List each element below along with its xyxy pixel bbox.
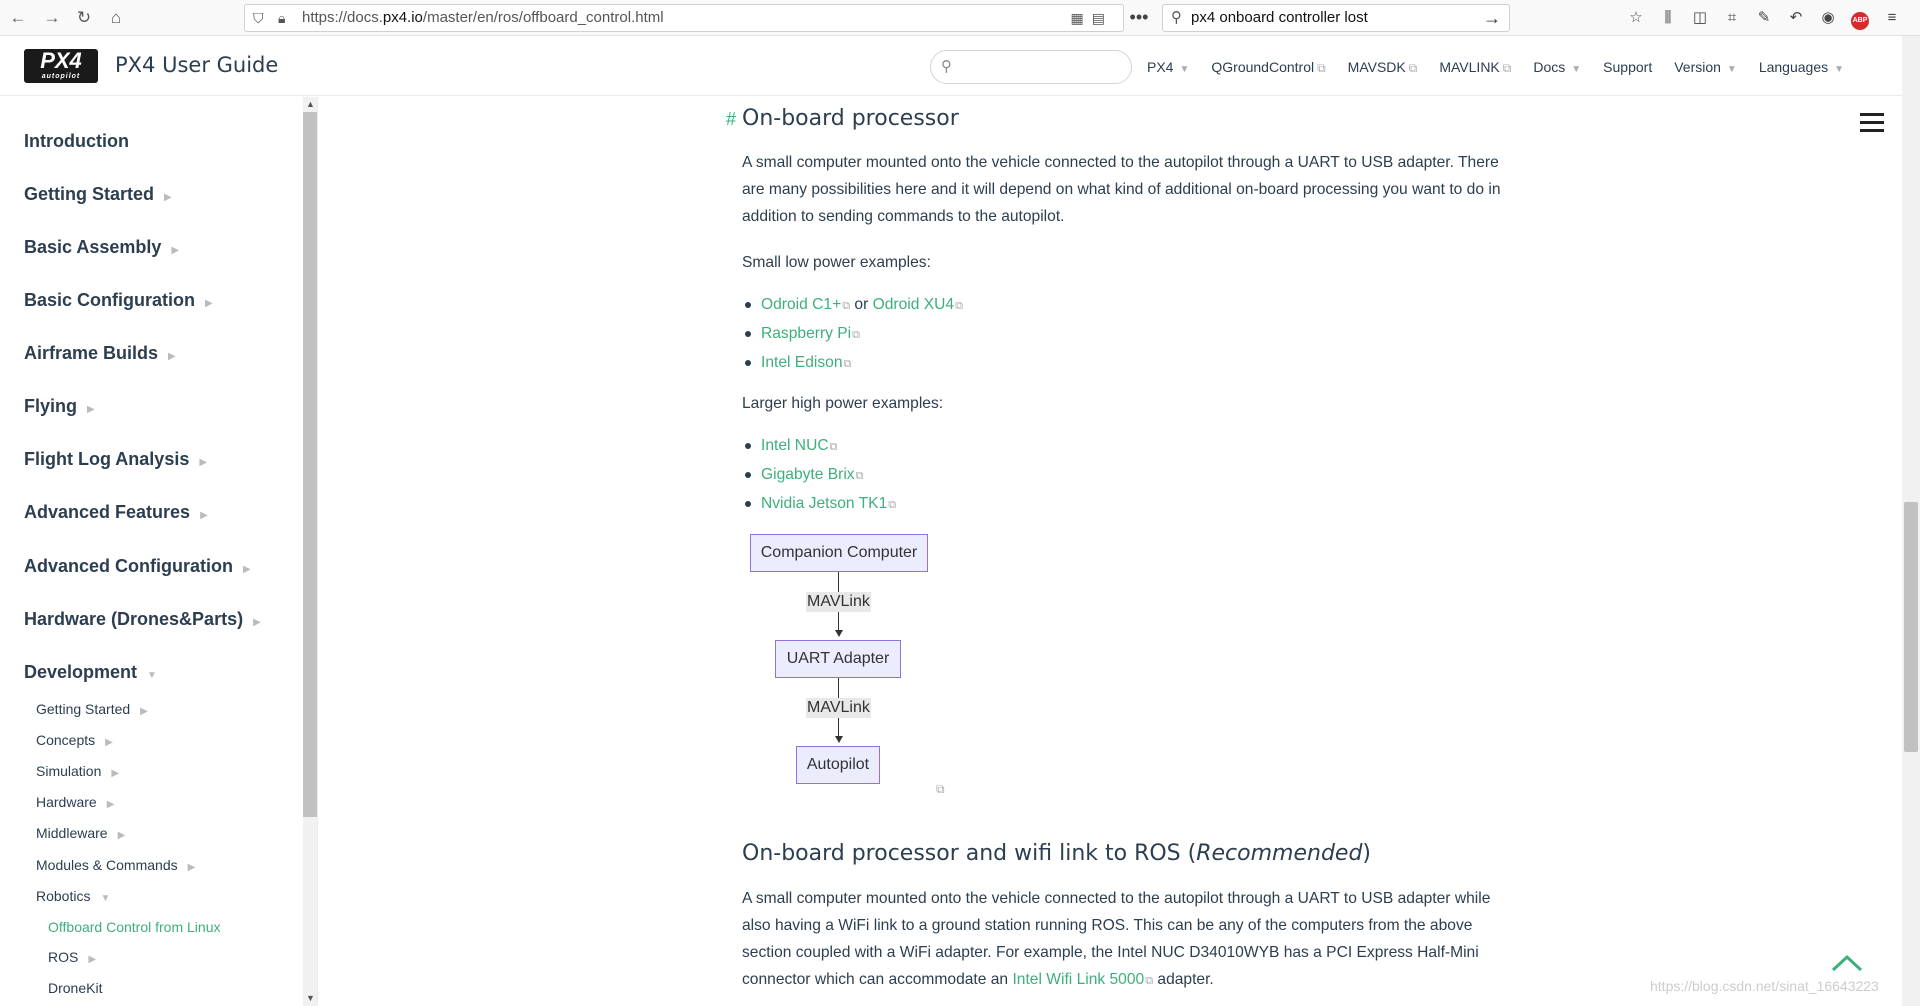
expand-arrow-icon: ▶ [111, 768, 120, 779]
search-go-arrow-icon[interactable]: → [1483, 8, 1501, 28]
link-raspberry-pi[interactable]: Raspberry Pi [761, 325, 852, 342]
expand-arrow-icon: ▶ [199, 457, 208, 468]
sidebar-subitem-middleware[interactable]: Middleware ▶ [36, 825, 126, 841]
list-item [742, 461, 896, 490]
search-icon: ⚲ [1171, 9, 1182, 26]
expand-arrow-icon: ▶ [168, 351, 176, 362]
sidebar-item-flying[interactable]: Flying ▶ [24, 396, 95, 416]
sidebar-item-advanced-configuration[interactable]: Advanced Configuration ▶ [24, 556, 251, 576]
link-intel-edison[interactable]: Intel Edison [761, 354, 843, 371]
url-text[interactable]: https://docs.px4.io/master/en/ros/offboard_control.html [302, 9, 664, 26]
sidebar-scrollbar-thumb[interactable] [303, 112, 318, 817]
section-heading-onboard-processor: On-board processor [742, 106, 959, 131]
page-actions-button[interactable]: ••• [1129, 7, 1149, 27]
sidebar-toggle-icon[interactable]: ◫ [1692, 9, 1708, 26]
nav-docs[interactable]: Docs ▼ [1533, 59, 1582, 75]
link-intel-wifi[interactable]: Intel Wifi Link 5000 [1012, 971, 1145, 988]
list-item [742, 320, 963, 349]
docs-search-input[interactable] [930, 50, 1132, 84]
nav-languages[interactable]: Languages ▼ [1758, 59, 1845, 75]
arrowhead-icon [835, 630, 843, 637]
sidebar [0, 97, 318, 1006]
browser-search-field[interactable] [1162, 4, 1510, 32]
shield-icon[interactable]: ⛉ [253, 10, 264, 26]
library-icon[interactable]: ⫼ [1664, 9, 1672, 26]
reload-icon[interactable]: ↻ [76, 8, 92, 27]
sidebar-subitem-robotics[interactable]: Robotics ▼ [36, 888, 111, 904]
list-item [742, 432, 896, 461]
link-gigabyte-brix[interactable]: Gigabyte Brix [761, 466, 855, 483]
external-link-icon: ⧉ [843, 358, 852, 370]
nav-mavlink[interactable]: MAVLINK ⧉ [1439, 59, 1512, 75]
architecture-diagram [748, 534, 960, 794]
expand-arrow-icon: ▶ [187, 862, 196, 873]
collapse-arrow-icon: ▼ [100, 893, 111, 904]
account-icon[interactable]: ◉ [1821, 9, 1835, 26]
nav-px4[interactable]: PX4 ▼ [1147, 59, 1190, 75]
lock-icon[interactable]: 🔒︎ [278, 10, 286, 26]
menu-icon[interactable]: ≡ [1887, 9, 1897, 26]
external-link-icon: ⧉ [1145, 975, 1154, 987]
browser-toolbar [0, 0, 1920, 36]
expand-arrow-icon: ▶ [87, 404, 95, 415]
external-link-icon: ⧉ [955, 300, 963, 312]
nav-qgroundcontrol[interactable]: QGroundControl ⧉ [1211, 59, 1326, 75]
expand-arrow-icon: ▶ [117, 830, 126, 841]
paragraph-wifi-link: A small computer mounted onto the vehicle connected to the autopilot through a UART to USB adapter while also having a WiFi link to a ground station running ROS. This can be any of the computers from the above section coupled with a WiFi adapter. For example, the Intel NUC D34010WYB has a PCI Express Half-Mini connector which can accommodate an Intel Wifi Link 5000⧉ adapter. [742, 890, 1491, 988]
scroll-up-arrow-icon[interactable]: ▲ [306, 99, 315, 109]
external-link-icon: ⧉ [855, 470, 864, 482]
arrowhead-icon [835, 736, 843, 743]
expand-arrow-icon: ▶ [140, 706, 148, 717]
px4-logo[interactable]: PX4 autopilot [24, 49, 98, 83]
sidebar-subitem-dronekit[interactable]: DroneKit [48, 980, 103, 996]
sidebar-subitem-offboard-control[interactable]: Offboard Control from Linux [48, 919, 221, 935]
heading-anchor-link[interactable]: # [726, 109, 737, 129]
chevron-down-icon: ▼ [1571, 64, 1582, 75]
expand-arrow-icon: ▶ [171, 245, 180, 256]
node-companion-computer: Companion Computer [750, 534, 928, 572]
bookmark-star-icon[interactable]: ☆ [1629, 9, 1643, 26]
expand-arrow-icon: ▶ [105, 737, 113, 748]
external-link-icon[interactable]: ⧉ [936, 782, 945, 796]
large-examples-list [742, 432, 896, 519]
expand-arrow-icon: ▶ [200, 510, 208, 521]
external-link-icon: ⧉ [1408, 61, 1418, 75]
sidebar-item-introduction[interactable]: Introduction [24, 131, 129, 151]
nav-mavsdk[interactable]: MAVSDK ⧉ [1347, 59, 1418, 75]
nav-support[interactable]: Support [1603, 59, 1653, 75]
expand-arrow-icon: ▶ [205, 298, 213, 309]
nav-version[interactable]: Version ▼ [1674, 59, 1737, 75]
sidebar-subitem-concepts[interactable]: Concepts ▶ [36, 732, 113, 748]
site-title[interactable]: PX4 User Guide [115, 53, 279, 77]
sidebar-item-basic-assembly[interactable]: Basic Assembly ▶ [24, 237, 180, 257]
collapse-arrow-icon: ▼ [147, 670, 157, 681]
sidebar-subitem-ros[interactable]: ROS ▶ [48, 949, 97, 965]
edge-label-mavlink-2: MAVLink [807, 699, 870, 716]
link-nvidia-jetson[interactable]: Nvidia Jetson TK1 [761, 495, 888, 512]
section-heading-wifi-link: On-board processor and wifi link to ROS (Recommended) [742, 841, 1372, 866]
external-link-icon: ⧉ [842, 300, 851, 312]
paragraph-onboard-processor: A small computer mounted onto the vehicle connected to the autopilot through a UART to USB adapter. There are many possibilities here and it will depend on what kind of additional on-board processing you want to do in addition to sending commands to the autopilot. [742, 154, 1501, 225]
reader-view-icon[interactable]: ▤ [1091, 10, 1113, 26]
watermark: https://blog.csdn.net/sinat_16643223 [1650, 978, 1879, 994]
forward-arrow-icon[interactable]: → [43, 8, 61, 27]
external-link-icon: ⧉ [1317, 61, 1326, 75]
adblock-icon[interactable]: ABP [1849, 6, 1871, 30]
small-examples-list [742, 291, 963, 378]
back-arrow-icon[interactable]: ← [9, 8, 27, 27]
large-examples-label: Larger high power examples: [742, 395, 944, 412]
link-odroid-xu4[interactable]: Odroid XU4 [872, 296, 955, 313]
screenshot-crop-icon[interactable]: ⌗ [1727, 9, 1737, 26]
scroll-down-arrow-icon[interactable]: ▼ [306, 993, 315, 1003]
node-autopilot: Autopilot [796, 746, 880, 784]
sidebar-item-airframe-builds[interactable]: Airframe Builds ▶ [24, 343, 176, 363]
undo-icon[interactable]: ↶ [1789, 9, 1803, 26]
external-link-icon: ⧉ [1502, 61, 1512, 75]
hamburger-menu-icon[interactable] [1860, 113, 1884, 137]
node-uart-adapter: UART Adapter [775, 640, 901, 678]
chat-bubble-icon[interactable]: ✎ [1757, 9, 1771, 26]
sidebar-subitem-hardware[interactable]: Hardware ▶ [36, 794, 115, 810]
expand-arrow-icon: ▶ [253, 617, 261, 628]
back-to-top-chevron-icon[interactable] [1830, 950, 1864, 974]
sidebar-subitem-modules-commands[interactable]: Modules & Commands ▶ [36, 857, 196, 873]
external-link-icon: ⧉ [888, 499, 897, 511]
chevron-down-icon: ▼ [1834, 64, 1845, 75]
link-odroid-c1[interactable]: Odroid C1+ [761, 296, 842, 313]
sidebar-item-basic-configuration[interactable]: Basic Configuration ▶ [24, 290, 213, 310]
small-examples-label: Small low power examples: [742, 254, 931, 271]
sidebar-item-development[interactable]: Development ▼ [24, 662, 157, 682]
site-header [0, 36, 1902, 96]
sidebar-item-advanced-features[interactable]: Advanced Features ▶ [24, 502, 208, 522]
expand-arrow-icon: ▶ [106, 799, 115, 810]
link-intel-nuc[interactable]: Intel NUC [761, 437, 829, 454]
search-icon: ⚲ [941, 58, 952, 75]
search-query[interactable]: px4 onboard controller lost [1191, 9, 1368, 26]
page-scrollbar-thumb[interactable] [1904, 502, 1918, 752]
sidebar-item-flight-log-analysis[interactable]: Flight Log Analysis ▶ [24, 449, 208, 469]
qr-code-icon[interactable]: ▦ [1070, 10, 1092, 26]
external-link-icon: ⧉ [852, 329, 860, 341]
expand-arrow-icon: ▶ [243, 564, 251, 575]
url-bar[interactable] [244, 4, 1124, 32]
edge-label-mavlink-1: MAVLink [807, 593, 870, 610]
chevron-down-icon: ▼ [1179, 64, 1190, 75]
external-link-icon: ⧉ [829, 441, 838, 453]
expand-arrow-icon: ▶ [164, 192, 172, 203]
list-item [742, 349, 963, 378]
home-icon[interactable]: ⌂ [110, 8, 122, 27]
sidebar-subitem-simulation[interactable]: Simulation ▶ [36, 763, 120, 779]
chevron-down-icon: ▼ [1726, 64, 1737, 75]
expand-arrow-icon: ▶ [88, 954, 97, 965]
list-item [742, 490, 896, 519]
sidebar-item-hardware[interactable]: Hardware (Drones&Parts) ▶ [24, 609, 261, 629]
list-item: Odroid C1+⧉ or Odroid XU4⧉ [742, 291, 963, 320]
top-nav [1147, 50, 1844, 84]
sidebar-subitem-getting-started[interactable]: Getting Started ▶ [36, 701, 148, 717]
sidebar-item-getting-started[interactable]: Getting Started ▶ [24, 184, 172, 204]
